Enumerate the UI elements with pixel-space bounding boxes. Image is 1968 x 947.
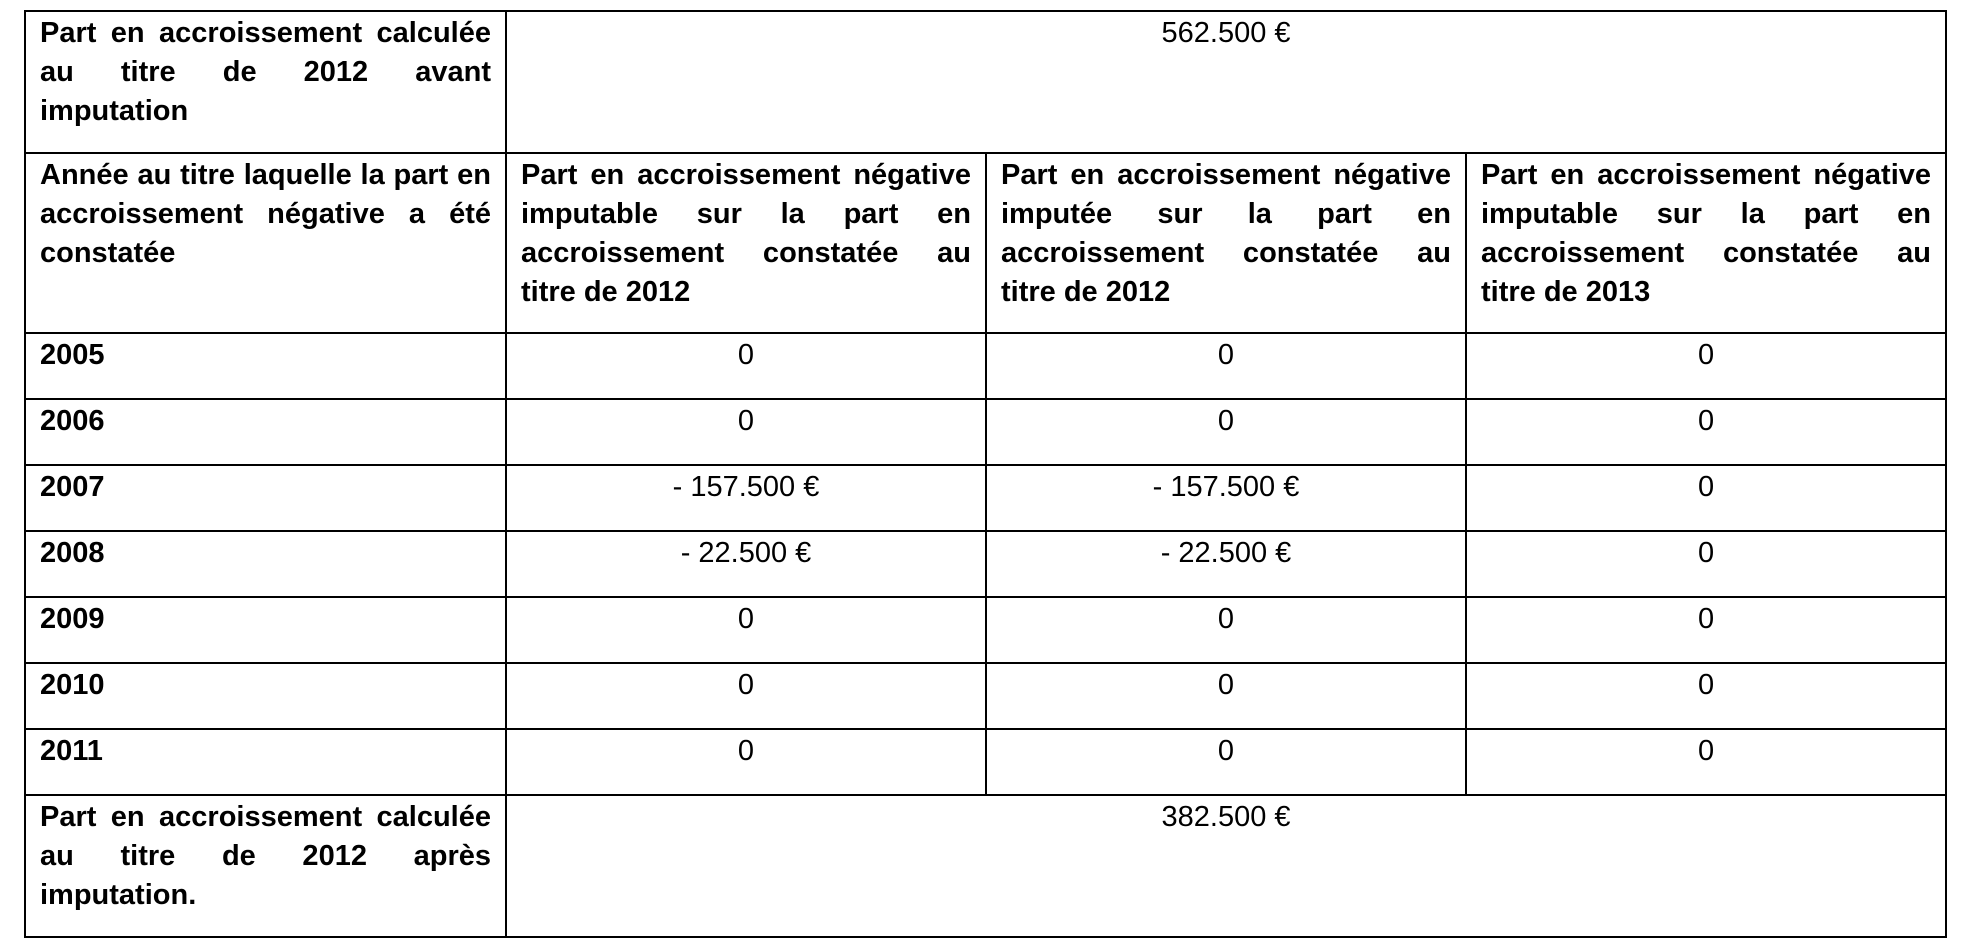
header-imputee-2012: Part en accroissement négative imputée sur la part en accroissement constatée au titre de 2012 [986,153,1466,333]
imputable-2013-cell: 0 [1466,729,1946,795]
row-before-imputation [25,11,1946,153]
imputee-2012-cell: 0 [986,597,1466,663]
before-imputation-value: 562.500 € [506,11,1946,153]
table-row [25,597,1946,663]
table-row [25,399,1946,465]
year-cell: 2007 [25,465,506,531]
table-row [25,663,1946,729]
year-cell: 2011 [25,729,506,795]
imputable-2012-cell: - 157.500 € [506,465,986,531]
header-row [25,153,1946,333]
imputee-2012-cell: - 157.500 € [986,465,1466,531]
imputable-2012-cell: 0 [506,597,986,663]
imputee-2012-cell: - 22.500 € [986,531,1466,597]
header-imputable-2012: Part en accroissement négative imputable sur la part en accroissement constatée au titre de 2012 [506,153,986,333]
imputee-2012-cell: 0 [986,333,1466,399]
row-after-imputation [25,795,1946,937]
table-row [25,465,1946,531]
imputee-2012-cell: 0 [986,399,1466,465]
imputable-2013-cell: 0 [1466,597,1946,663]
imputable-2012-cell: 0 [506,333,986,399]
table-row [25,729,1946,795]
imputable-2013-cell: 0 [1466,333,1946,399]
imputation-table [24,10,1947,938]
imputable-2013-cell: 0 [1466,663,1946,729]
year-cell: 2005 [25,333,506,399]
imputable-2012-cell: 0 [506,729,986,795]
imputable-2012-cell: - 22.500 € [506,531,986,597]
year-cell: 2009 [25,597,506,663]
header-imputable-2013: Part en accroissement négative imputable sur la part en accroissement constatée au titre de 2013 [1466,153,1946,333]
before-imputation-label: Part en accroissement calculée au titre de 2012 avant imputation [25,11,506,153]
year-cell: 2010 [25,663,506,729]
imputee-2012-cell: 0 [986,729,1466,795]
year-cell: 2006 [25,399,506,465]
imputable-2013-cell: 0 [1466,465,1946,531]
after-imputation-value: 382.500 € [506,795,1946,937]
header-year: Année au titre laquelle la part en accroissement négative a été constatée [25,153,506,333]
imputee-2012-cell: 0 [986,663,1466,729]
imputable-2012-cell: 0 [506,663,986,729]
imputable-2013-cell: 0 [1466,531,1946,597]
year-cell: 2008 [25,531,506,597]
table-row [25,333,1946,399]
after-imputation-label: Part en accroissement calculée au titre de 2012 après imputation. [25,795,506,937]
table-row [25,531,1946,597]
imputable-2013-cell: 0 [1466,399,1946,465]
imputable-2012-cell: 0 [506,399,986,465]
